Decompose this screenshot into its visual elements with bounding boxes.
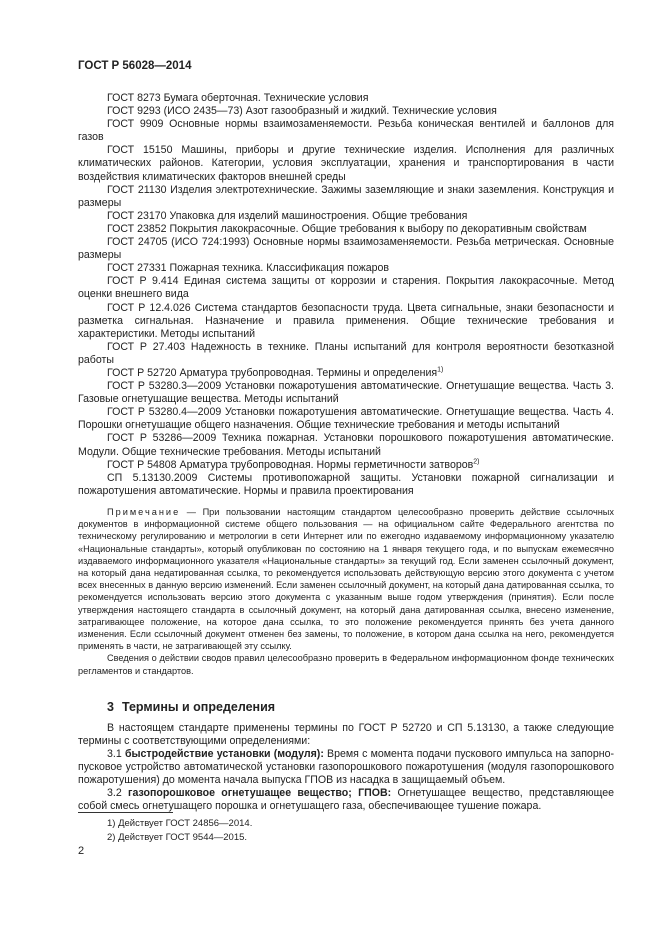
page-number: 2	[78, 845, 85, 857]
section-heading	[107, 701, 614, 714]
footnote-mark: 2)	[473, 458, 480, 466]
footnote-1: 1) Действует ГОСТ 24856—2014.	[107, 818, 253, 829]
note-paragraph-2: Сведения о действии сводов правил целесообразно проверить в Федеральном информационном фонде технических регламентов и стандартов.	[78, 653, 614, 676]
ref-item: ГОСТ Р 9.414 Единая система защиты от коррозии и старения. Покрытия лакокрасочные. Метод оценки внешнего вида	[78, 275, 614, 301]
ref-item: ГОСТ 23170 Упаковка для изделий машиностроения. Общие требования	[107, 209, 468, 222]
note-paragraph	[78, 506, 614, 652]
ref-item: ГОСТ 15150 Машины, приборы и другие технические изделия. Исполнения для различных климатических районов. Категории, условия эксплуатации, хранения и транспортирования в части воздействия климатических факторов внешней среды	[78, 144, 614, 183]
body-text	[78, 92, 614, 814]
footnote-divider	[78, 812, 173, 813]
ref-item: ГОСТ 23852 Покрытия лакокрасочные. Общие требования к выбору по декоративным свойствам	[107, 222, 587, 235]
term-definition	[78, 787, 614, 813]
note-label: Примечание	[107, 506, 181, 517]
ref-text: ГОСТ Р 54808 Арматура трубопроводная. Нормы герметичности затворов	[107, 458, 474, 471]
section-number: 3	[107, 699, 114, 714]
ref-item: ГОСТ 9293 (ИСО 2435—73) Азот газообразный и жидкий. Технические условия	[107, 105, 497, 118]
ref-item: ГОСТ 21130 Изделия электротехнические. Зажимы заземляющие и знаки заземления. Конструкция и размеры	[78, 183, 614, 209]
ref-item: ГОСТ 24705 (ИСО 724:1993) Основные нормы взаимозаменяемости. Резьба метрическая. Основные размеры	[78, 236, 614, 262]
page-header: ГОСТ Р 56028—2014	[78, 60, 192, 72]
term-name: быстродействие установки (модуля):	[124, 748, 324, 761]
footnote-mark: 1)	[437, 366, 444, 374]
footnotes	[78, 817, 252, 845]
ref-item	[78, 367, 614, 380]
ref-item: ГОСТ Р 12.4.026 Система стандартов безопасности труда. Цвета сигнальные, знаки безопасности и разметка сигнальная. Назначение и правила применения. Общие технические требования и характеристики. Методы испытаний	[78, 301, 614, 340]
term-number: 3.1	[107, 748, 122, 761]
term-text: Огнетушащее вещество, представляющее собой смесь огнетушащего порошка и огнетушащего газа, обеспечивающее тушение пожара.	[78, 787, 615, 813]
note-text: — При пользовании настоящим стандартом целесообразно проверить действие ссылочных документов в информационной системе общего пользования — на официальном сайте Федерального агентства по техническому регулированию и метрологии в сети Интернет или по ежегодно издаваемому информационному указателю «Национальные стандарты», который опубликован по состоянию на 1 января текущего года, и по выпускам ежемесячно издаваемого информационного указателя «Национальные стандарты» за текущий год. Если заменен ссылочный документ, на который дана недатированная ссылка, то рекомендуется использовать действующую версию этого документа с учетом всех внесенных в данную версию изменений. Если заменен ссылочный документ, на который дана датированная ссылка, то рекомендуется использовать версию этого документа с указанным выше годом утверждения (принятия). Если после утверждения настоящего стандарта в ссылочный документ, на который дана датированная ссылка, внесено изменение, затрагивающее положение, на которое дана ссылка, то это положение рекомендуется принять без учета данного изменения. Если ссылочный документ отменен без замены, то положение, в котором дана ссылка на него, рекомендуется применять в части, не затрагивающей эту ссылку.	[78, 506, 614, 652]
ref-text: ГОСТ Р 52720 Арматура трубопроводная. Термины и определения	[107, 366, 438, 379]
ref-item: ГОСТ 8273 Бумага оберточная. Технические условия	[107, 92, 369, 104]
ref-item: ГОСТ 9909 Основные нормы взаимозаменяемости. Резьба коническая вентилей и баллонов для газов	[78, 118, 614, 144]
term-text: Время с момента подачи пускового импульса на запорно-пусковое устройство автоматической установки газопорошкового пожаротушения (модуля газопорошкового пожаротушения) до момента начала выпуска ГПОВ из насадка в защищаемый объем.	[78, 748, 614, 787]
footnote-2: 2) Действует ГОСТ 9544—2015.	[107, 832, 248, 843]
ref-item: ГОСТ Р 53280.4—2009 Установки пожаротушения автоматические. Огнетушащие вещества. Часть 4. Порошки огнетушащие общего назначения. Общие технические требования и методы испытаний	[78, 406, 614, 432]
term-number: 3.2	[107, 787, 122, 800]
section-title: Термины и определения	[121, 699, 276, 714]
note-block	[78, 506, 614, 677]
section-intro: В настоящем стандарте применены термины по ГОСТ Р 52720 и СП 5.13130, а также следующие термины с соответствующими определениями:	[78, 721, 614, 747]
ref-item: СП 5.13130.2009 Системы противопожарной защиты. Установки пожарной сигнализации и пожаротушения автоматические. Нормы и правила проектирования	[78, 471, 614, 497]
term-definition	[78, 748, 614, 787]
term-name: газопорошковое огнетушащее вещество; ГПОВ:	[128, 787, 392, 800]
ref-item: ГОСТ Р 27.403 Надежность в технике. Планы испытаний для контроля вероятности безотказной работы	[78, 340, 614, 366]
ref-item	[78, 459, 614, 472]
ref-item: ГОСТ Р 53286—2009 Техника пожарная. Установки порошкового пожаротушения автоматические. Модули. Общие технические требования. Методы испытаний	[78, 432, 614, 458]
ref-item: ГОСТ 27331 Пожарная техника. Классификация пожаров	[107, 262, 389, 275]
ref-item: ГОСТ Р 53280.3—2009 Установки пожаротушения автоматические. Огнетушащие вещества. Часть 3. Газовые огнетушащие вещества. Методы испытаний	[78, 380, 614, 406]
